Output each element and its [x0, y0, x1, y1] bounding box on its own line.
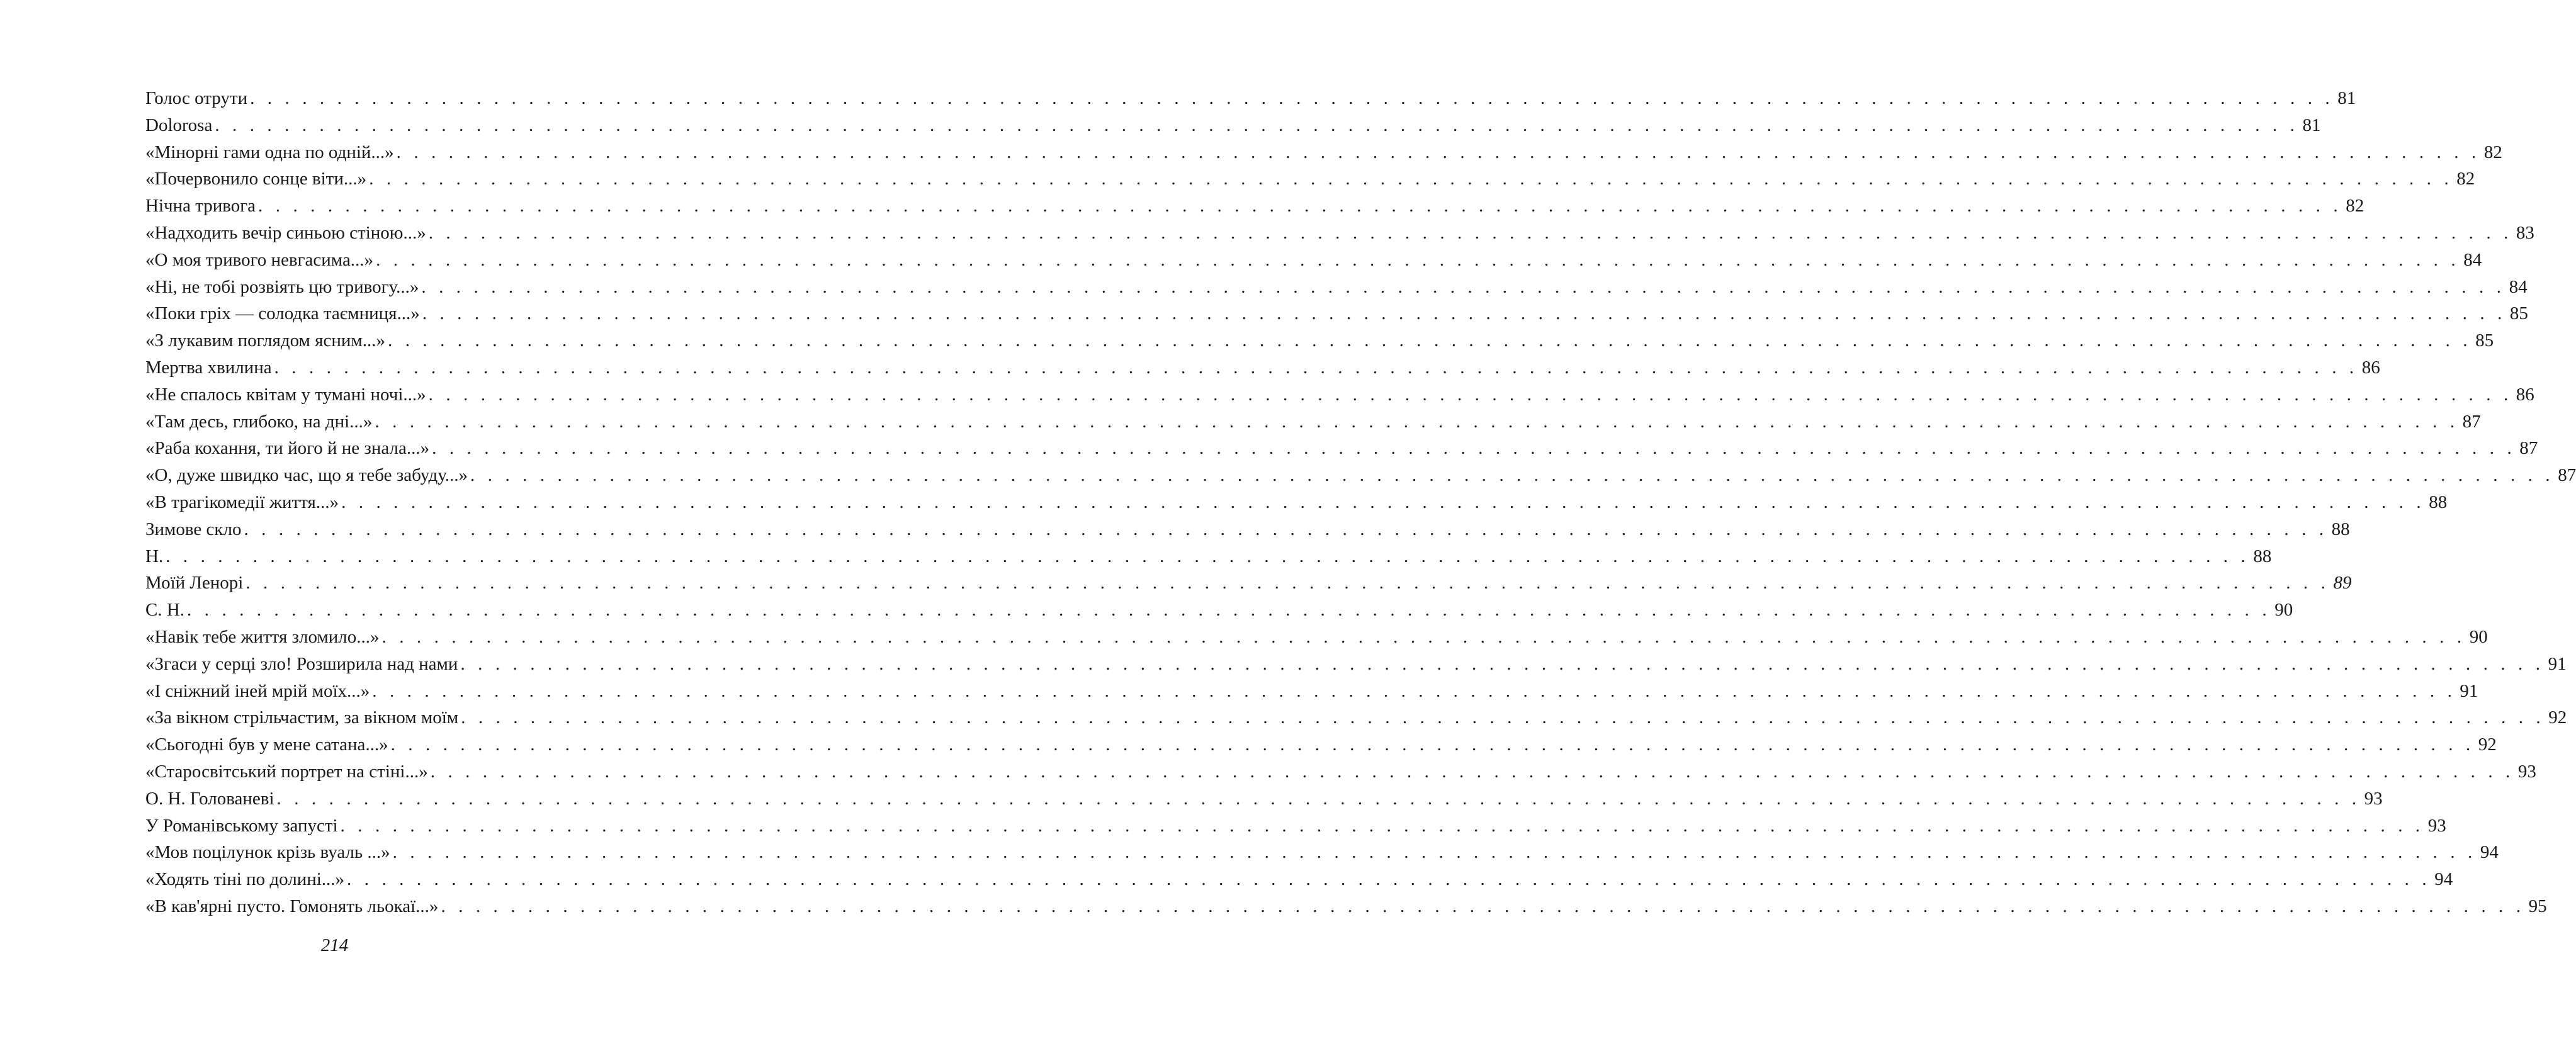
- toc-entry-page: 94: [2434, 869, 2453, 890]
- toc-entry: [145, 624, 2488, 651]
- toc-entry-page: 81: [2302, 115, 2321, 135]
- toc-entry-title: О. Н. Голованеві: [145, 788, 274, 809]
- toc-entry-title: «О моя тривого невгасима...»: [145, 249, 374, 270]
- toc-entry-page: 91: [2460, 680, 2478, 701]
- toc-entry: [145, 220, 2534, 247]
- toc-entry-page: 82: [2346, 196, 2364, 217]
- toc-entry: [145, 543, 2272, 570]
- toc-entry-page: 95: [2528, 896, 2547, 916]
- toc-entry-page: 93: [2427, 815, 2446, 836]
- toc-entry-title: «І сніжний іней мрій моїх...»: [145, 680, 370, 701]
- dot-leader: . . . . . . . . . . . . . . . . . . . . . . . . . . . . . . . . . . . . . . . . . . . . . . . . . . . . . . . . . . . . . . . . . . . . . . . . . . . . . . . . . . . . . . . . . . . . . . . . . . . . . . . . . . . . . . . . . . . . . . . .: [470, 465, 2555, 486]
- toc-entry-page: 91: [2548, 653, 2567, 674]
- dot-leader: . . . . . . . . . . . . . . . . . . . . . . . . . . . . . . . . . . . . . . . . . . . . . . . . . . . . . . . . . . . . . . . . . . . . . . . . . . . . . . . . . . . . . . . . . . . . . . . . . . . . . . . . . . . . . . . . . . . . . . . .: [274, 357, 2358, 378]
- table-of-contents: [145, 85, 2576, 920]
- toc-entry-title: Голос отрути: [145, 88, 248, 108]
- toc-entry-title: Н.: [145, 546, 164, 566]
- toc-entry: [145, 866, 2453, 893]
- toc-entry: [145, 893, 2547, 920]
- toc-entry-title: «Згаси у серці зло! Розширила над нами: [145, 653, 458, 674]
- dot-leader: . . . . . . . . . . . . . . . . . . . . . . . . . . . . . . . . . . . . . . . . . . . . . . . . . . . . . . . . . . . . . . . . . . . . . . . . . . . . . . . . . . . . . . . . . . . . . . . . . . . . . . . . . . . . . . . . . . . . . . . .: [258, 196, 2342, 217]
- dot-leader: . . . . . . . . . . . . . . . . . . . . . . . . . . . . . . . . . . . . . . . . . . . . . . . . . . . . . . . . . . . . . . . . . . . . . . . . . . . . . . . . . . . . . . . . . . . . . . . . . . . . . . . . . . . . . . . . . . . . . . . .: [388, 330, 2472, 351]
- toc-entry-page: 83: [2516, 222, 2534, 243]
- toc-entry: [145, 112, 2321, 139]
- dot-leader: . . . . . . . . . . . . . . . . . . . . . . . . . . . . . . . . . . . . . . . . . . . . . . . . . . . . . . . . . . . . . . . . . . . . . . . . . . . . . . . . . . . . . . . . . . . . . . . . . . . . . . . . . . . . . . . . . . . . . . . .: [441, 896, 2525, 916]
- toc-entry-page: 87: [2462, 411, 2481, 432]
- toc-entry: [145, 381, 2534, 408]
- toc-entry-title: «О, дуже швидко час, що я тебе забуду...»: [145, 465, 468, 486]
- toc-entry-title: «Раба кохання, ти його й не знала...»: [145, 438, 430, 459]
- toc-entry-page: 92: [2478, 734, 2497, 755]
- toc-entry-page: 86: [2516, 384, 2534, 405]
- toc-entry-title: «Надходить вечір синьою стіною...»: [145, 222, 426, 243]
- dot-leader: . . . . . . . . . . . . . . . . . . . . . . . . . . . . . . . . . . . . . . . . . . . . . . . . . . . . . . . . . . . . . . . . . . . . . . . . . . . . . . . . . . . . . . . . . . . . . . . . . . . . . . . . . . . . . . . . . . . . . . . .: [340, 815, 2424, 836]
- toc-entry: [145, 408, 2481, 436]
- toc-entry: [145, 489, 2448, 516]
- toc-entry-page: 93: [2517, 761, 2536, 782]
- dot-leader: . . . . . . . . . . . . . . . . . . . . . . . . . . . . . . . . . . . . . . . . . . . . . . . . . . . . . . . . . . . . . . . . . . . . . . . . . . . . . . . . . . . . . . . . . . . . . . . . . . . . . . . . . . . . . . . . . . . . . . . .: [376, 249, 2460, 270]
- toc-entry-title: «В трагікомедії життя...»: [145, 492, 339, 512]
- toc-entry: [145, 651, 2567, 678]
- toc-entry: [145, 597, 2293, 624]
- toc-entry-title: «Не спалось квітам у тумані ночі...»: [145, 384, 426, 405]
- dot-leader: . . . . . . . . . . . . . . . . . . . . . . . . . . . . . . . . . . . . . . . . . . . . . . . . . . . . . . . . . . . . . . . . . . . . . . . . . . . . . . . . . . . . . . . . . . . . . . . . . . . . . . . . . . . . . . . . . . . . . . . .: [187, 600, 2271, 621]
- dot-leader: . . . . . . . . . . . . . . . . . . . . . . . . . . . . . . . . . . . . . . . . . . . . . . . . . . . . . . . . . . . . . . . . . . . . . . . . . . . . . . . . . . . . . . . . . . . . . . . . . . . . . . . . . . . . . . . . . . . . . . . .: [421, 276, 2505, 297]
- dot-leader: . . . . . . . . . . . . . . . . . . . . . . . . . . . . . . . . . . . . . . . . . . . . . . . . . . . . . . . . . . . . . . . . . . . . . . . . . . . . . . . . . . . . . . . . . . . . . . . . . . . . . . . . . . . . . . . . . . . . . . . .: [166, 546, 2250, 566]
- toc-entry: [145, 570, 2352, 597]
- toc-entry: [145, 274, 2528, 301]
- toc-entry-page: 87: [2519, 438, 2538, 459]
- toc-entry: [145, 300, 2528, 327]
- toc-entry-page: 82: [2456, 169, 2475, 189]
- toc-entry: [145, 247, 2482, 274]
- toc-entry-page: 87: [2558, 465, 2576, 486]
- dot-leader: . . . . . . . . . . . . . . . . . . . . . . . . . . . . . . . . . . . . . . . . . . . . . . . . . . . . . . . . . . . . . . . . . . . . . . . . . . . . . . . . . . . . . . . . . . . . . . . . . . . . . . . . . . . . . . . . . . . . . . . .: [347, 869, 2431, 890]
- toc-entry-title: Dolorosa: [145, 115, 213, 135]
- toc-entry: [145, 516, 2350, 543]
- toc-entry: [145, 327, 2494, 354]
- dot-leader: . . . . . . . . . . . . . . . . . . . . . . . . . . . . . . . . . . . . . . . . . . . . . . . . . . . . . . . . . . . . . . . . . . . . . . . . . . . . . . . . . . . . . . . . . . . . . . . . . . . . . . . . . . . . . . . . . . . . . . . .: [250, 88, 2334, 108]
- toc-entry-page: 86: [2361, 357, 2380, 378]
- dot-leader: . . . . . . . . . . . . . . . . . . . . . . . . . . . . . . . . . . . . . . . . . . . . . . . . . . . . . . . . . . . . . . . . . . . . . . . . . . . . . . . . . . . . . . . . . . . . . . . . . . . . . . . . . . . . . . . . . . . . . . . .: [244, 519, 2328, 539]
- toc-entry-title: «Поки гріх — солодка таємниця...»: [145, 303, 420, 324]
- toc-entry: [145, 354, 2380, 381]
- toc-entry-title: У Романівському запусті: [145, 815, 338, 836]
- toc-entry-page: 89: [2333, 573, 2352, 594]
- toc-entry-page: 82: [2483, 142, 2502, 162]
- toc-entry-page: 84: [2509, 276, 2528, 297]
- toc-entry-title: «Навік тебе життя зломило...»: [145, 626, 380, 647]
- toc-entry-page: 90: [2469, 626, 2488, 647]
- toc-entry-title: Моїй Ленорі: [145, 573, 244, 594]
- dot-leader: . . . . . . . . . . . . . . . . . . . . . . . . . . . . . . . . . . . . . . . . . . . . . . . . . . . . . . . . . . . . . . . . . . . . . . . . . . . . . . . . . . . . . . . . . . . . . . . . . . . . . . . . . . . . . . . . . . . . . . . .: [246, 573, 2330, 594]
- toc-entry-title: «Ні, не тобі розвіять цю тривогу...»: [145, 276, 419, 297]
- toc-entry-title: «В кав'ярні пусто. Гомонять льокаї...»: [145, 896, 439, 916]
- dot-leader: . . . . . . . . . . . . . . . . . . . . . . . . . . . . . . . . . . . . . . . . . . . . . . . . . . . . . . . . . . . . . . . . . . . . . . . . . . . . . . . . . . . . . . . . . . . . . . . . . . . . . . . . . . . . . . . . . . . . . . . .: [460, 653, 2545, 674]
- toc-entry-page: 85: [2509, 303, 2528, 324]
- toc-entry-page: 84: [2463, 249, 2482, 270]
- toc-entry-title: «Мінорні гами одна по одній...»: [145, 142, 394, 162]
- dot-leader: . . . . . . . . . . . . . . . . . . . . . . . . . . . . . . . . . . . . . . . . . . . . . . . . . . . . . . . . . . . . . . . . . . . . . . . . . . . . . . . . . . . . . . . . . . . . . . . . . . . . . . . . . . . . . . . . . . . . . . . .: [428, 222, 2512, 243]
- toc-entry: [145, 839, 2499, 866]
- toc-entry: [145, 813, 2446, 840]
- toc-entry-page: 93: [2364, 788, 2383, 809]
- toc-entry-title: Мертва хвилина: [145, 357, 272, 378]
- dot-leader: . . . . . . . . . . . . . . . . . . . . . . . . . . . . . . . . . . . . . . . . . . . . . . . . . . . . . . . . . . . . . . . . . . . . . . . . . . . . . . . . . . . . . . . . . . . . . . . . . . . . . . . . . . . . . . . . . . . . . . . .: [392, 842, 2477, 863]
- toc-entry-title: Нічна тривога: [145, 196, 256, 217]
- toc-entry-title: «Сьогодні був у мене сатана...»: [145, 734, 388, 755]
- toc-entry: [145, 462, 2576, 489]
- dot-leader: . . . . . . . . . . . . . . . . . . . . . . . . . . . . . . . . . . . . . . . . . . . . . . . . . . . . . . . . . . . . . . . . . . . . . . . . . . . . . . . . . . . . . . . . . . . . . . . . . . . . . . . . . . . . . . . . . . . . . . . .: [390, 734, 2475, 755]
- toc-entry-page: 92: [2548, 707, 2567, 728]
- toc-entry: [145, 758, 2536, 785]
- toc-entry-title: «Старосвітський портрет на стіні...»: [145, 761, 428, 782]
- toc-entry-title: «Почервонило сонце віти...»: [145, 169, 367, 189]
- dot-leader: . . . . . . . . . . . . . . . . . . . . . . . . . . . . . . . . . . . . . . . . . . . . . . . . . . . . . . . . . . . . . . . . . . . . . . . . . . . . . . . . . . . . . . . . . . . . . . . . . . . . . . . . . . . . . . . . . . . . . . . .: [430, 761, 2514, 782]
- dot-leader: . . . . . . . . . . . . . . . . . . . . . . . . . . . . . . . . . . . . . . . . . . . . . . . . . . . . . . . . . . . . . . . . . . . . . . . . . . . . . . . . . . . . . . . . . . . . . . . . . . . . . . . . . . . . . . . . . . . . . . . .: [381, 626, 2466, 647]
- toc-entry-title: «З лукавим поглядом ясним...»: [145, 330, 385, 351]
- toc-entry: [145, 139, 2502, 166]
- dot-leader: . . . . . . . . . . . . . . . . . . . . . . . . . . . . . . . . . . . . . . . . . . . . . . . . . . . . . . . . . . . . . . . . . . . . . . . . . . . . . . . . . . . . . . . . . . . . . . . . . . . . . . . . . . . . . . . . . . . . . . . .: [375, 411, 2459, 432]
- toc-entry-title: «Мов поцілунок крізь вуаль ...»: [145, 842, 390, 863]
- toc-entry: [145, 704, 2567, 731]
- toc-entry-page: 88: [2429, 492, 2448, 512]
- dot-leader: . . . . . . . . . . . . . . . . . . . . . . . . . . . . . . . . . . . . . . . . . . . . . . . . . . . . . . . . . . . . . . . . . . . . . . . . . . . . . . . . . . . . . . . . . . . . . . . . . . . . . . . . . . . . . . . . . . . . . . . .: [396, 142, 2480, 162]
- toc-entry: [145, 731, 2497, 758]
- dot-leader: . . . . . . . . . . . . . . . . . . . . . . . . . . . . . . . . . . . . . . . . . . . . . . . . . . . . . . . . . . . . . . . . . . . . . . . . . . . . . . . . . . . . . . . . . . . . . . . . . . . . . . . . . . . . . . . . . . . . . . . .: [432, 438, 2516, 459]
- dot-leader: . . . . . . . . . . . . . . . . . . . . . . . . . . . . . . . . . . . . . . . . . . . . . . . . . . . . . . . . . . . . . . . . . . . . . . . . . . . . . . . . . . . . . . . . . . . . . . . . . . . . . . . . . . . . . . . . . . . . . . . .: [215, 115, 2299, 135]
- toc-entry-page: 81: [2337, 88, 2356, 108]
- toc-entry: [145, 193, 2364, 220]
- dot-leader: . . . . . . . . . . . . . . . . . . . . . . . . . . . . . . . . . . . . . . . . . . . . . . . . . . . . . . . . . . . . . . . . . . . . . . . . . . . . . . . . . . . . . . . . . . . . . . . . . . . . . . . . . . . . . . . . . . . . . . . .: [276, 788, 2361, 809]
- toc-entry: [145, 166, 2475, 193]
- toc-entry: [145, 85, 2356, 112]
- dot-leader: . . . . . . . . . . . . . . . . . . . . . . . . . . . . . . . . . . . . . . . . . . . . . . . . . . . . . . . . . . . . . . . . . . . . . . . . . . . . . . . . . . . . . . . . . . . . . . . . . . . . . . . . . . . . . . . . . . . . . . . .: [369, 169, 2453, 189]
- toc-entry-title: Зимове скло: [145, 519, 242, 539]
- toc-entry-title: «Ходять тіні по долині...»: [145, 869, 345, 890]
- toc-entry-title: «Там десь, глибоко, на дні...»: [145, 411, 373, 432]
- dot-leader: . . . . . . . . . . . . . . . . . . . . . . . . . . . . . . . . . . . . . . . . . . . . . . . . . . . . . . . . . . . . . . . . . . . . . . . . . . . . . . . . . . . . . . . . . . . . . . . . . . . . . . . . . . . . . . . . . . . . . . . .: [461, 707, 2545, 728]
- toc-entry-page: 94: [2480, 842, 2499, 863]
- dot-leader: . . . . . . . . . . . . . . . . . . . . . . . . . . . . . . . . . . . . . . . . . . . . . . . . . . . . . . . . . . . . . . . . . . . . . . . . . . . . . . . . . . . . . . . . . . . . . . . . . . . . . . . . . . . . . . . . . . . . . . . .: [341, 492, 2426, 512]
- toc-entry-title: «За вікном стрільчастим, за вікном моїм: [145, 707, 459, 728]
- dot-leader: . . . . . . . . . . . . . . . . . . . . . . . . . . . . . . . . . . . . . . . . . . . . . . . . . . . . . . . . . . . . . . . . . . . . . . . . . . . . . . . . . . . . . . . . . . . . . . . . . . . . . . . . . . . . . . . . . . . . . . . .: [372, 680, 2456, 701]
- toc-entry-page: 90: [2274, 600, 2293, 621]
- page-number: 214: [320, 935, 349, 955]
- toc-entry-title: С. Н.: [145, 600, 185, 621]
- toc-entry: [145, 785, 2383, 813]
- toc-entry: [145, 678, 2478, 705]
- toc-entry: [145, 435, 2538, 462]
- toc-entry-page: 85: [2475, 330, 2494, 351]
- dot-leader: . . . . . . . . . . . . . . . . . . . . . . . . . . . . . . . . . . . . . . . . . . . . . . . . . . . . . . . . . . . . . . . . . . . . . . . . . . . . . . . . . . . . . . . . . . . . . . . . . . . . . . . . . . . . . . . . . . . . . . . .: [428, 384, 2512, 405]
- dot-leader: . . . . . . . . . . . . . . . . . . . . . . . . . . . . . . . . . . . . . . . . . . . . . . . . . . . . . . . . . . . . . . . . . . . . . . . . . . . . . . . . . . . . . . . . . . . . . . . . . . . . . . . . . . . . . . . . . . . . . . . .: [422, 303, 2506, 324]
- toc-entry-page: 88: [2253, 546, 2272, 566]
- toc-entry-page: 88: [2331, 519, 2350, 539]
